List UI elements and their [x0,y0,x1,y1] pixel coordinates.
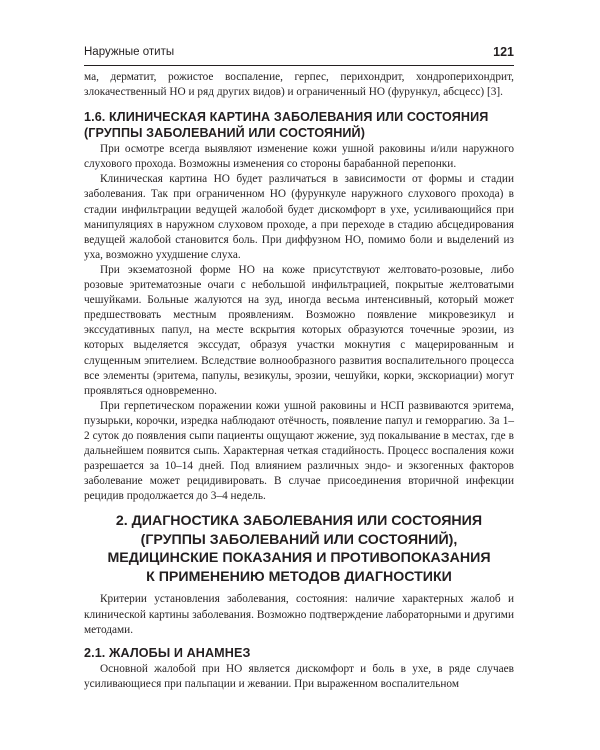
intro-paragraph: ма, дерматит, рожистое воспаление, герпес, перихондрит, хондроперихондрит, злокачественный НО и ряд других видов) и ограниченный НО (фурункул, абсцесс) [3]. [84,71,514,99]
header-divider [84,65,514,66]
chapter-2-heading-line1: 2. ДИАГНОСТИКА ЗАБОЛЕВАНИЯ ИЛИ СОСТОЯНИЯ [115,513,483,530]
section-1-6-paragraph: Клиническая картина НО будет различаться в зависимости от формы и стадии заболевания. Так при ограниченном НО (фурункуле наружного слухового прохода) в стадии инфильтрации ведущей жалобой будет дискомфорт в ухе, усиливающийся при манипуляциях в наружном слуховом проходе, а при переходе в стадию абсцедирования ведущей жалобой становится боль. При диффузном НО, помимо боли и выделений из уха, возможно ухудшение слуха. [84,173,514,261]
chapter-2-paragraph: Критерии установления заболевания, состояния: наличие характерных жалоб и клинической картины заболевания. Возможно подтверждение лабораторными и другими методами. [84,593,514,636]
chapter-2-heading-line3: МЕДИЦИНСКИЕ ПОКАЗАНИЯ И ПРОТИВОПОКАЗАНИЯ [107,550,491,567]
section-1-6-heading [84,110,514,141]
page-body [84,70,514,692]
section-1-6-paragraph: При экзематозной форме НО на коже присутствуют желтовато-розовые, либо розовые эритематозные очаги с небольшой инфильтрацией, покрытые желтоватыми чешуйками. Больные жалуются на зуд, иногда весьма интенсивный, который может предшествовать местным проявлениям. Возможно появление микровезикул и экссудативных папул, на месте вскрытия которых образуются точечные эрозии, из которых выделяется экссудат, образуя участки мокнутия с мацерированным и слущенным эпителием. Вследствие волнообразного развития воспалительного процесса все элементы (эритема, папулы, везикулы, эрозии, чешуйки, корки, экскориации) могут проявляться одновременно. [84,263,514,397]
section-1-6-heading-line1: 1.6. КЛИНИЧЕСКАЯ КАРТИНА ЗАБОЛЕВАНИЯ ИЛИ СОСТОЯНИЯ [84,110,489,125]
section-1-6-paragraph: При осмотре всегда выявляют изменение кожи ушной раковины и/или наружного слухового прохода. Возможны изменения со стороны барабанной перепонки. [84,143,514,171]
chapter-2-heading [84,512,514,586]
section-2-1-heading: 2.1. ЖАЛОБЫ И АНАМНЕЗ [84,645,251,660]
running-title: Наружные отиты [84,46,175,58]
chapter-2-heading-line2: (ГРУППЫ ЗАБОЛЕВАНИЙ ИЛИ СОСТОЯНИЙ), [140,531,458,548]
section-1-6-heading-line2: (ГРУППЫ ЗАБОЛЕВАНИЙ ИЛИ СОСТОЯНИЙ) [84,125,365,140]
page-number: 121 [493,45,514,59]
section-1-6-paragraph: При герпетическом поражении кожи ушной раковины и НСП развиваются эритема, пузырьки, корочки, изредка наблюдают отёчность, появление папул и геморрагию. За 1–2 суток до появления сыпи пациенты ощущают жжение, зуд покалывание в местах, где в дальнейшем появится сыпь. Характерная четкая стадийность. Процесс воспаления кожи разрешается за 10–14 дней. Под влиянием различных эндо- и экзогенных факторов заболевание может рецидивировать. В случае присоединения вторичной инфекции рецидив продолжается до 3–4 недель. [84,399,514,503]
section-2-1-paragraph: Основной жалобой при НО является дискомфорт и боль в ухе, в ряде случаев усиливающиеся при пальпации и жевании. При выраженном воспалительном [84,663,514,691]
running-header [84,46,514,64]
chapter-2-heading-line4: К ПРИМЕНЕНИЮ МЕТОДОВ ДИАГНОСТИКИ [146,568,452,585]
